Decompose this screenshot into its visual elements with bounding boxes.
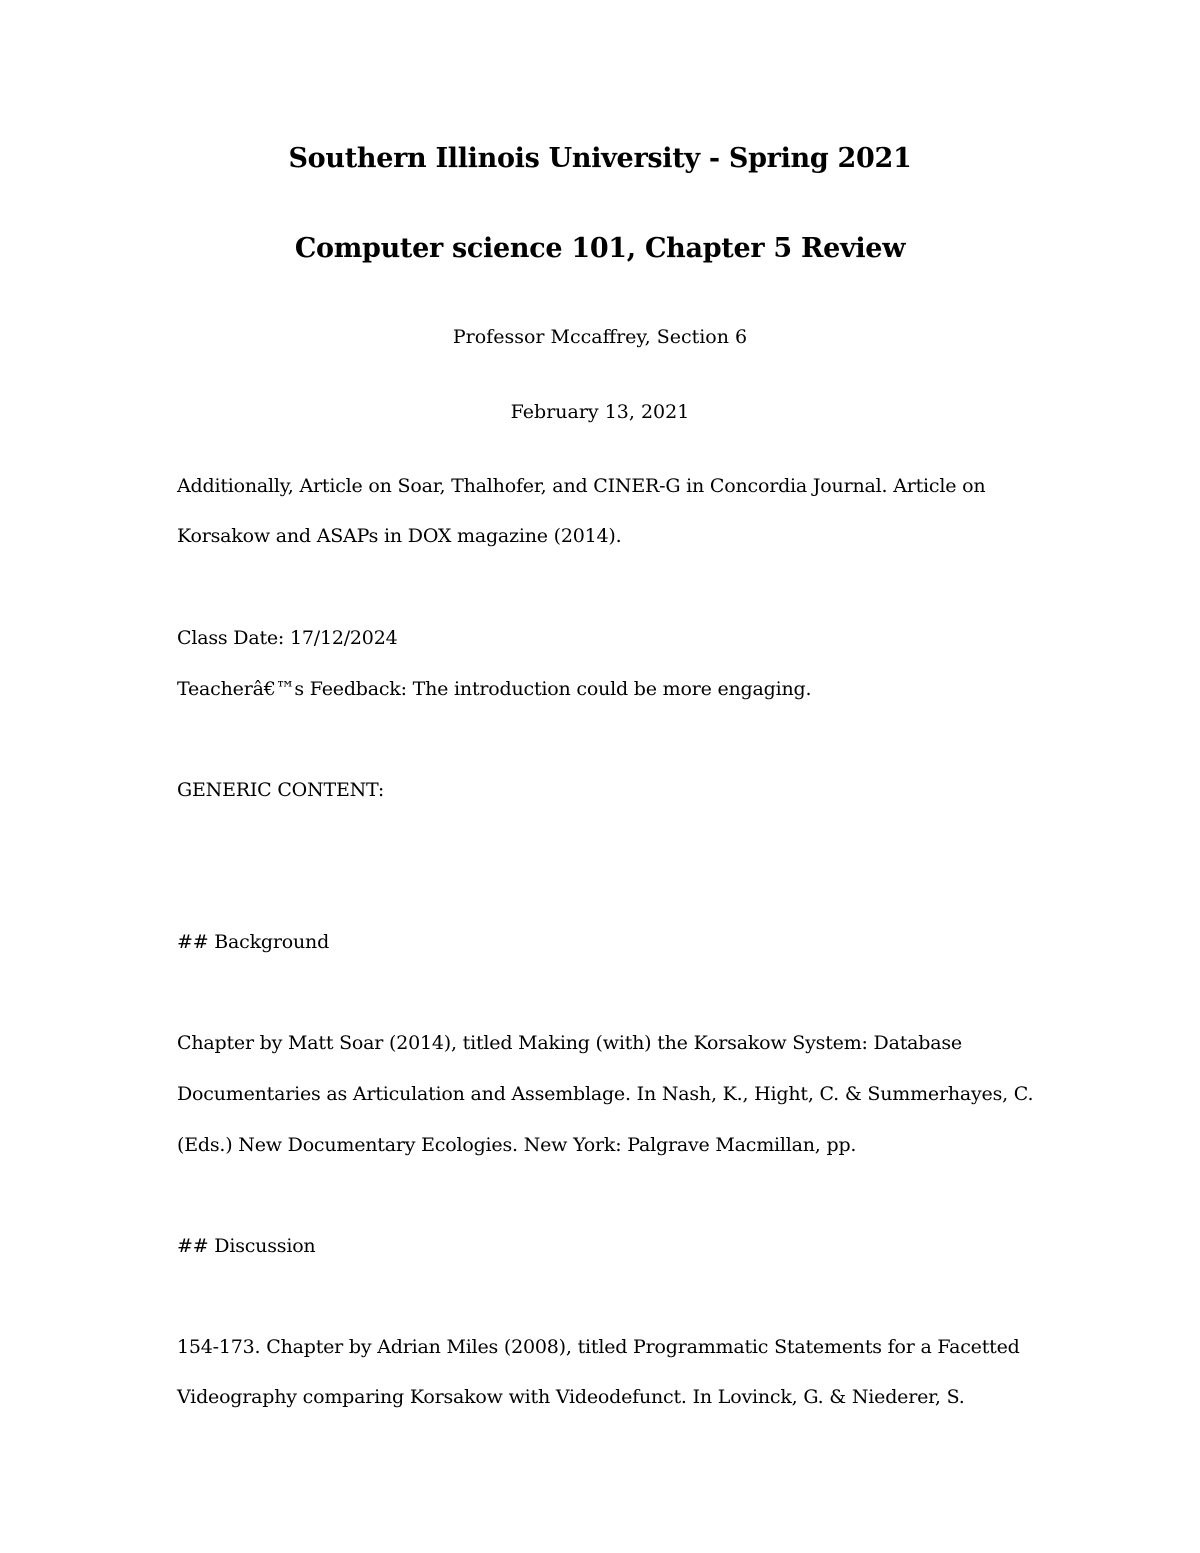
background-line-2: Documentaries as Articulation and Assemblage. In Nash, K., Hight, C. & Summerhayes, C. bbox=[177, 1083, 1034, 1105]
background-line-3: (Eds.) New Documentary Ecologies. New York: Palgrave Macmillan, pp. bbox=[177, 1134, 857, 1156]
generic-content-label: GENERIC CONTENT: bbox=[177, 779, 385, 801]
background-heading: ## Background bbox=[177, 931, 330, 953]
class-date: Class Date: 17/12/2024 bbox=[177, 627, 398, 649]
intro-line-1: Additionally, Article on Soar, Thalhofer, and CINER-G in Concordia Journal. Article on bbox=[177, 475, 986, 497]
document-date: February 13, 2021 bbox=[510, 401, 690, 423]
course-title: Computer science 101, Chapter 5 Review bbox=[294, 233, 906, 264]
background-line-1: Chapter by Matt Soar (2014), titled Making (with) the Korsakow System: Database bbox=[177, 1032, 962, 1054]
discussion-line-1: 154-173. Chapter by Adrian Miles (2008), titled Programmatic Statements for a Facetted bbox=[177, 1336, 1020, 1358]
intro-line-2: Korsakow and ASAPs in DOX magazine (2014). bbox=[177, 525, 622, 547]
teacher-feedback: Teacherâ€™s Feedback: The introduction could be more engaging. bbox=[177, 678, 812, 700]
professor-line: Professor Mccaffrey, Section 6 bbox=[452, 326, 748, 348]
discussion-heading: ## Discussion bbox=[177, 1235, 316, 1257]
discussion-line-2: Videography comparing Korsakow with Videodefunct. In Lovinck, G. & Niederer, S. bbox=[177, 1386, 965, 1408]
university-title: Southern Illinois University - Spring 2021 bbox=[288, 143, 912, 174]
